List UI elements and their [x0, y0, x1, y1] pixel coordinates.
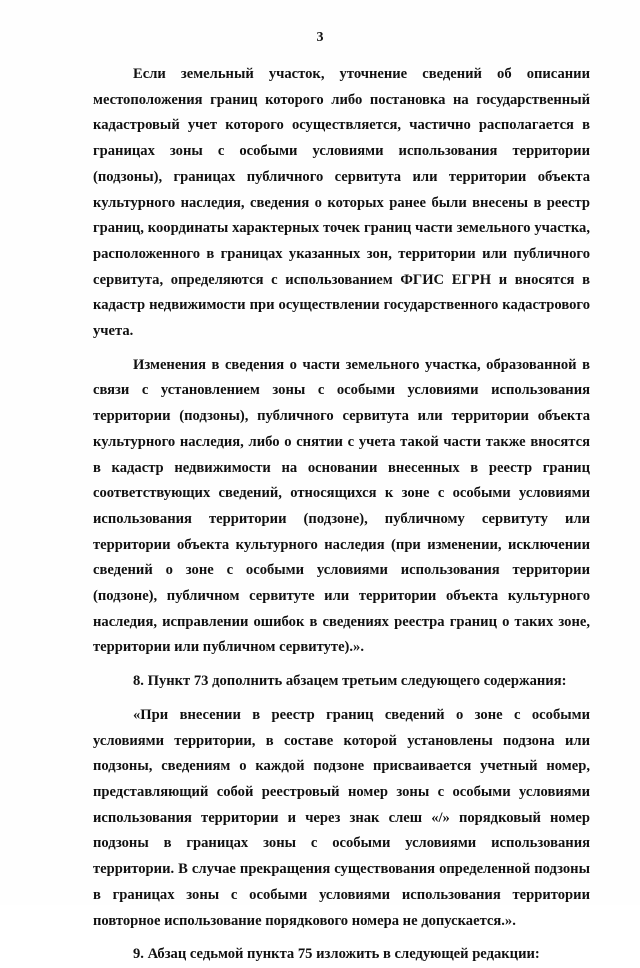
paragraph-parcel-part-changes: Изменения в сведения о части земельного участка, образованной в связи с установлением зоны с особыми условиями использования территории (подзоны), публичного сервитута или территории объекта культурного наследия, либо о снятии с учета такой части также вносятся в кадастр недвижимости на основании внесенных в реестр границ соответствующих сведений, относящихся к зоне с особыми условиями использования территории (подзоне), публичному сервитуту или территории объекта культурного наследия (при изменении, исключении сведений о зоне с особыми условиями использования территории (подзоне), публичном сервитуте или территории объекта культурного наследия, исправлении ошибок в сведениях реестра границ о таких зоне, территории или публичном сервитуте).». [93, 356, 590, 656]
paragraph-item-8: 8. Пункт 73 дополнить абзацем третьим следующего содержания: [133, 673, 567, 690]
paragraph-subzone-numbering: «При внесении в реестр границ сведений о зоне с особыми условиями территории, в составе которой установлены подзона или подзоны, сведениям о каждой подзоне присваивается учетный номер, представляющий собой реестровый номер зоны с особыми условиями использования территории и через знак слеш «/» порядковый номер подзоны в границах зоны с особыми условиями использования территории. В случае прекращения существования определенной подзоны в границах зоны с особыми условиями использования территории повторное использование порядкового номера не допускается.». [93, 706, 590, 929]
paragraph-item-9: 9. Абзац седьмой пункта 75 изложить в следующей редакции: [133, 946, 540, 963]
document-body [93, 62, 590, 968]
page-number: 3 [316, 30, 324, 45]
paragraph-zone-parcel-coordinates: Если земельный участок, уточнение сведений об описании местоположения границ которого либо постановка на государственный кадастровый учет которого осуществляется, частично располагается в границах зоны с особыми условиями использования территории (подзоны), границах публичного сервитута или территории объекта культурного наследия, сведения о которых ранее были внесены в реестр границ, координаты характерных точек границ части земельного участка, расположенного в границах указанных зон, территории или публичного сервитута, определяются с использованием ФГИС ЕГРН и вносятся в кадастр недвижимости при осуществлении государственного кадастрового учета. [93, 66, 590, 340]
